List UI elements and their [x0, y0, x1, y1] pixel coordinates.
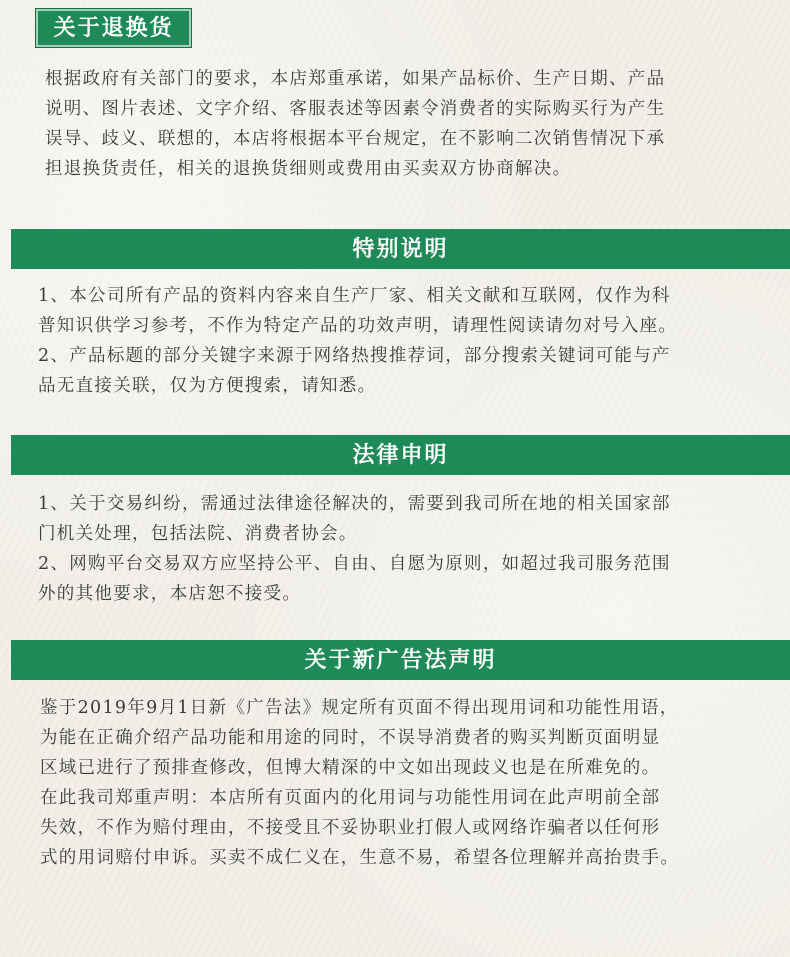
- paragraph-line: 根据政府有关部门的要求，本店郑重承诺，如果产品标价、生产日期、产品: [45, 69, 666, 89]
- paragraph-line: 说明、图片表述、文字介绍、客服表述等因素令消费者的实际购买行为产生: [45, 99, 666, 119]
- paragraph-line: 为能在正确介绍产品功能和用途的同时，不误导消费者的购买判断页面明显: [40, 728, 661, 748]
- paragraph-line: 1、本公司所有产品的资料内容来自生产厂家、相关文献和互联网，仅作为科: [38, 286, 671, 306]
- ad-law-statement-title: 关于新广告法声明: [11, 640, 790, 680]
- returns-paragraph: [45, 64, 767, 184]
- paragraph-line: 2、产品标题的部分关键字来源于网络热搜推荐词，部分搜索关键词可能与产: [38, 346, 671, 366]
- paragraph-line: 普知识供学习参考，不作为特定产品的功效声明，请理性阅读请勿对号入座。: [38, 316, 678, 336]
- paragraph-line: 2、网购平台交易双方应坚持公平、自由、自愿为原则，如超过我司服务范围: [38, 554, 671, 574]
- paragraph-line: 失效，不作为赔付理由，不接受且不妥协职业打假人或网络诈骗者以任何形: [40, 818, 661, 838]
- paragraph-line: 在此我司郑重声明：本店所有页面内的化用词与功能性用词在此声明前全部: [40, 788, 661, 808]
- returns-section-title: 关于退换货: [35, 8, 192, 48]
- paragraph-line: 担退换货责任，相关的退换货细则或费用由买卖双方协商解决。: [45, 159, 572, 179]
- special-notice-title: 特别说明: [11, 229, 790, 269]
- paragraph-line: 门机关处理，包括法院、消费者协会。: [38, 524, 358, 544]
- paragraph-line: 误导、歧义、联想的，本店将根据本平台规定，在不影响二次销售情况下承: [45, 129, 666, 149]
- paragraph-line: 式的用词赔付申诉。买卖不成仁义在，生意不易，希望各位理解并高抬贵手。: [40, 848, 680, 868]
- legal-statement-title: 法律申明: [11, 435, 790, 475]
- legal-statement-paragraph: [38, 489, 776, 609]
- paragraph-line: 1、关于交易纠纷，需通过法律途径解决的，需要到我司所在地的相关国家部: [38, 494, 671, 514]
- special-notice-paragraph: [38, 281, 776, 401]
- paragraph-line: 品无直接关联，仅为方便搜索，请知悉。: [38, 376, 377, 396]
- paragraph-line: 外的其他要求，本店恕不接受。: [38, 584, 302, 604]
- paragraph-line: 区域已进行了预排查修改，但博大精深的中文如出现歧义也是在所难免的。: [40, 758, 661, 778]
- paragraph-line: 鉴于2019年9月1日新《广告法》规定所有页面不得出现用词和功能性用语，: [40, 698, 679, 718]
- ad-law-statement-paragraph: [40, 693, 778, 873]
